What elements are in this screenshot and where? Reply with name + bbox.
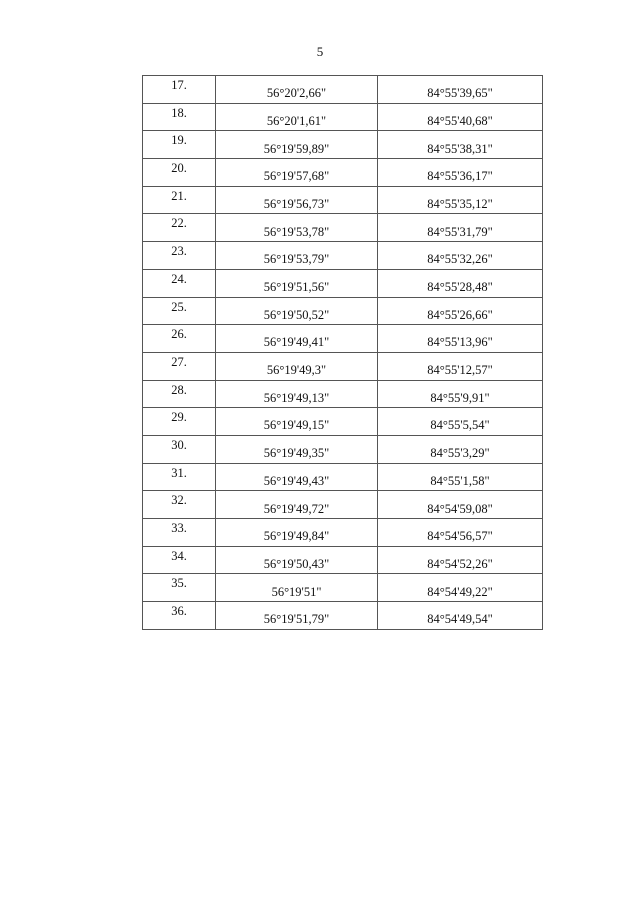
longitude-cell: 84°55'39,65": [378, 76, 543, 104]
table-row: [143, 297, 543, 325]
coordinates-table: [142, 75, 543, 630]
table-row: [143, 491, 543, 519]
latitude-cell: 56°19'56,73": [216, 186, 378, 214]
longitude-cell: 84°54'59,08": [378, 491, 543, 519]
table-row: [143, 131, 543, 159]
point-number-cell: 28.: [143, 380, 216, 408]
longitude-cell: 84°55'5,54": [378, 408, 543, 436]
latitude-cell: 56°19'49,13": [216, 380, 378, 408]
point-number-cell: 25.: [143, 297, 216, 325]
table-row: [143, 408, 543, 436]
point-number-cell: 20.: [143, 159, 216, 187]
latitude-cell: 56°19'51,56": [216, 269, 378, 297]
point-number-cell: 17.: [143, 76, 216, 104]
point-number-cell: 19.: [143, 131, 216, 159]
longitude-cell: 84°55'31,79": [378, 214, 543, 242]
latitude-cell: 56°19'53,79": [216, 242, 378, 270]
longitude-cell: 84°54'49,54": [378, 602, 543, 630]
latitude-cell: 56°19'50,52": [216, 297, 378, 325]
latitude-cell: 56°19'49,43": [216, 463, 378, 491]
longitude-cell: 84°55'32,26": [378, 242, 543, 270]
longitude-cell: 84°55'36,17": [378, 159, 543, 187]
longitude-cell: 84°54'52,26": [378, 546, 543, 574]
longitude-cell: 84°55'3,29": [378, 435, 543, 463]
point-number-cell: 29.: [143, 408, 216, 436]
latitude-cell: 56°19'51": [216, 574, 378, 602]
latitude-cell: 56°19'49,3": [216, 352, 378, 380]
longitude-cell: 84°55'1,58": [378, 463, 543, 491]
latitude-cell: 56°19'49,15": [216, 408, 378, 436]
latitude-cell: 56°19'53,78": [216, 214, 378, 242]
point-number-cell: 31.: [143, 463, 216, 491]
point-number-cell: 27.: [143, 352, 216, 380]
table-row: [143, 546, 543, 574]
table-row: [143, 602, 543, 630]
table-row: [143, 269, 543, 297]
latitude-cell: 56°19'50,43": [216, 546, 378, 574]
longitude-cell: 84°54'49,22": [378, 574, 543, 602]
point-number-cell: 30.: [143, 435, 216, 463]
point-number-cell: 32.: [143, 491, 216, 519]
longitude-cell: 84°55'38,31": [378, 131, 543, 159]
table-row: [143, 76, 543, 104]
page-number: 5: [316, 44, 324, 59]
longitude-cell: 84°55'9,91": [378, 380, 543, 408]
point-number-cell: 18.: [143, 103, 216, 131]
table-row: [143, 380, 543, 408]
latitude-cell: 56°19'49,72": [216, 491, 378, 519]
table-row: [143, 519, 543, 547]
table-row: [143, 325, 543, 353]
latitude-cell: 56°20'2,66": [216, 76, 378, 104]
longitude-cell: 84°55'40,68": [378, 103, 543, 131]
latitude-cell: 56°19'59,89": [216, 131, 378, 159]
point-number-cell: 21.: [143, 186, 216, 214]
point-number-cell: 34.: [143, 546, 216, 574]
point-number-cell: 23.: [143, 242, 216, 270]
coordinates-table-body: [143, 76, 543, 630]
table-row: [143, 352, 543, 380]
longitude-cell: 84°55'35,12": [378, 186, 543, 214]
longitude-cell: 84°55'26,66": [378, 297, 543, 325]
latitude-cell: 56°19'49,84": [216, 519, 378, 547]
point-number-cell: 24.: [143, 269, 216, 297]
table-row: [143, 103, 543, 131]
table-row: [143, 242, 543, 270]
latitude-cell: 56°19'49,35": [216, 435, 378, 463]
longitude-cell: 84°55'13,96": [378, 325, 543, 353]
point-number-cell: 35.: [143, 574, 216, 602]
point-number-cell: 22.: [143, 214, 216, 242]
longitude-cell: 84°54'56,57": [378, 519, 543, 547]
latitude-cell: 56°19'57,68": [216, 159, 378, 187]
table-row: [143, 574, 543, 602]
table-row: [143, 186, 543, 214]
point-number-cell: 33.: [143, 519, 216, 547]
latitude-cell: 56°19'51,79": [216, 602, 378, 630]
longitude-cell: 84°55'28,48": [378, 269, 543, 297]
point-number-cell: 26.: [143, 325, 216, 353]
longitude-cell: 84°55'12,57": [378, 352, 543, 380]
table-row: [143, 463, 543, 491]
latitude-cell: 56°20'1,61": [216, 103, 378, 131]
point-number-cell: 36.: [143, 602, 216, 630]
table-row: [143, 159, 543, 187]
table-row: [143, 435, 543, 463]
table-row: [143, 214, 543, 242]
latitude-cell: 56°19'49,41": [216, 325, 378, 353]
